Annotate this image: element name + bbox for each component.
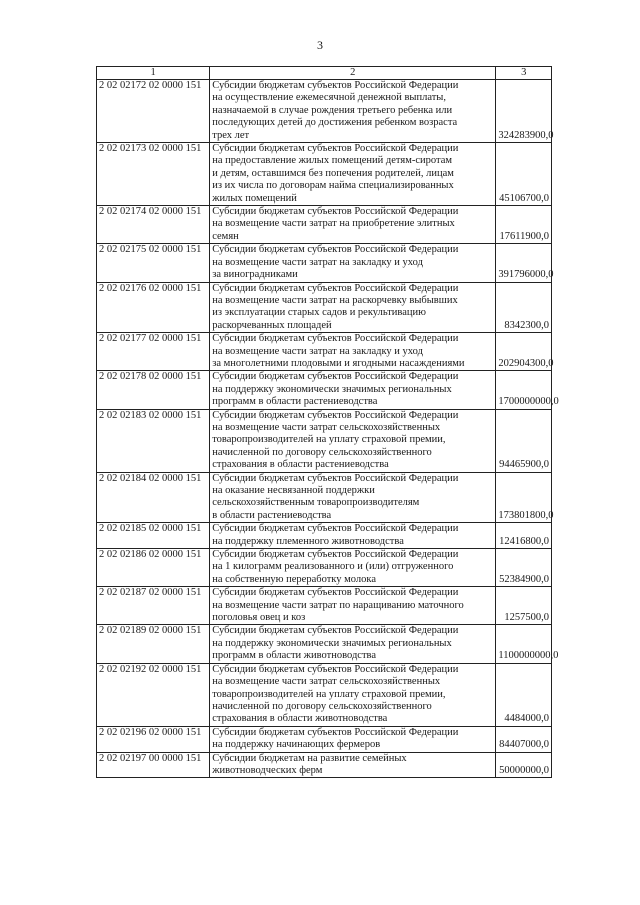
row-amount: 8342300,0 — [496, 282, 552, 333]
row-description-line: животноводческих ферм — [212, 764, 323, 776]
row-description-line: жилых помещений — [212, 192, 297, 204]
row-description — [210, 333, 496, 371]
row-description-line: товаропроизводителей на уплату страховой премии, — [212, 434, 446, 446]
row-description-line: в области растениеводства — [212, 509, 332, 521]
row-amount: 324283900,0 — [496, 80, 552, 143]
row-description-line: Субсидии бюджетам субъектов Российской Федерации — [212, 80, 459, 91]
row-code: 2 02 02187 02 0000 151 — [97, 587, 210, 625]
row-amount: 4484000,0 — [496, 663, 552, 726]
table-row — [97, 409, 552, 472]
row-description-line: Субсидии бюджетам субъектов Российской Федерации — [212, 587, 459, 599]
row-amount: 391796000,0 — [496, 244, 552, 282]
row-description — [210, 523, 496, 549]
row-description — [210, 752, 496, 778]
row-description-line: Субсидии бюджетам субъектов Российской Федерации — [212, 143, 459, 155]
row-description-line: Субсидии бюджетам субъектов Российской Федерации — [212, 206, 459, 218]
table-header-row — [97, 67, 552, 80]
row-description-line: на возмещение части затрат на закладку и уход — [212, 345, 423, 357]
row-description-line: Субсидии бюджетам субъектов Российской Федерации — [212, 523, 459, 535]
row-description-line: на возмещение части затрат по наращиванию маточного — [212, 599, 464, 611]
row-description-line: Субсидии бюджетам субъектов Российской Федерации — [212, 726, 459, 738]
row-amount: 50000000,0 — [496, 752, 552, 778]
row-description-line: трех лет — [212, 129, 250, 141]
row-description-line: на поддержку племенного животноводства — [212, 535, 404, 547]
row-description-line: поголовья овец и коз — [212, 612, 306, 624]
row-amount: 202904300,0 — [496, 333, 552, 371]
row-amount: 17611900,0 — [496, 206, 552, 244]
row-code: 2 02 02178 02 0000 151 — [97, 371, 210, 409]
row-description-line: страхования в области растениеводства — [212, 459, 389, 471]
row-description — [210, 472, 496, 523]
row-amount: 84407000,0 — [496, 726, 552, 752]
row-description-line: Субсидии бюджетам на развитие семейных — [212, 752, 407, 764]
row-description-line: на поддержку начинающих фермеров — [212, 739, 381, 751]
row-description-line: Субсидии бюджетам субъектов Российской Федерации — [212, 625, 459, 637]
row-description-line: назначаемой в случае рождения третьего ребенка или — [212, 104, 453, 116]
row-description-line: на возмещение части затрат сельскохозяйственных — [212, 421, 441, 433]
row-amount: 1257500,0 — [496, 587, 552, 625]
row-description-line: сельскохозяйственным товаропроизводителям — [212, 497, 420, 509]
row-amount: 1700000000,0 — [496, 371, 552, 409]
row-code: 2 02 02196 02 0000 151 — [97, 726, 210, 752]
row-code: 2 02 02192 02 0000 151 — [97, 663, 210, 726]
row-description-line: на возмещение части затрат сельскохозяйственных — [212, 676, 441, 688]
table-row — [97, 333, 552, 371]
row-description-line: программ в области животноводства — [212, 650, 377, 662]
row-description-line: Субсидии бюджетам субъектов Российской Федерации — [212, 409, 459, 421]
row-description — [210, 80, 496, 143]
table-row — [97, 244, 552, 282]
row-description — [210, 663, 496, 726]
row-code: 2 02 02186 02 0000 151 — [97, 549, 210, 587]
table-row — [97, 371, 552, 409]
row-description-line: на собственную переработку молока — [212, 573, 376, 585]
table-row — [97, 206, 552, 244]
table-row — [97, 752, 552, 778]
row-code: 2 02 02176 02 0000 151 — [97, 282, 210, 333]
row-code: 2 02 02172 02 0000 151 — [97, 80, 210, 143]
row-code: 2 02 02183 02 0000 151 — [97, 409, 210, 472]
row-description-line: Субсидии бюджетам субъектов Российской Федерации — [212, 333, 459, 345]
row-description-line: Субсидии бюджетам субъектов Российской Федерации — [212, 663, 459, 675]
revenue-table — [96, 66, 559, 778]
row-description-line: на поддержку экономически значимых региональных — [212, 383, 452, 395]
row-description-line: на возмещение части затрат на закладку и уход — [212, 256, 423, 268]
row-description-line: из эксплуатации старых садов и рекультивацию — [212, 307, 426, 319]
row-description-line: начисленной по договору сельскохозяйственного — [212, 700, 432, 712]
row-description — [210, 625, 496, 663]
row-description-line: Субсидии бюджетам субъектов Российской Федерации — [212, 244, 459, 256]
table-row — [97, 523, 552, 549]
row-description — [210, 726, 496, 752]
row-code: 2 02 02185 02 0000 151 — [97, 523, 210, 549]
table-row — [97, 625, 552, 663]
row-description-line: за многолетними плодовыми и ягодными насаждениями — [212, 357, 465, 369]
row-code: 2 02 02173 02 0000 151 — [97, 143, 210, 206]
row-amount: 173801800,0 — [496, 472, 552, 523]
row-description-line: за виноградниками — [212, 269, 298, 281]
row-description-line: на возмещение части затрат на раскорчевку выбывших — [212, 294, 458, 306]
row-description — [210, 549, 496, 587]
row-description-line: Субсидии бюджетам субъектов Российской Федерации — [212, 282, 459, 294]
row-description-line: раскорчеванных площадей — [212, 319, 332, 331]
table-row — [97, 143, 552, 206]
row-description — [210, 282, 496, 333]
row-amount: 1100000000,0 — [496, 625, 552, 663]
row-description — [210, 206, 496, 244]
row-amount: 45106700,0 — [496, 143, 552, 206]
page-number: 3 — [317, 38, 323, 52]
header-col-1: 1 — [97, 67, 210, 80]
row-description-line: начисленной по договору сельскохозяйственного — [212, 446, 432, 458]
row-description — [210, 244, 496, 282]
row-amount: 94465900,0 — [496, 409, 552, 472]
row-description-line: и детям, оставшимся без попечения родителей, лицам — [212, 167, 454, 179]
header-col-2: 2 — [210, 67, 496, 80]
row-description-line: на возмещение части затрат на приобретение элитных — [212, 218, 455, 230]
row-description-line: из их числа по договорам найма специализированных — [212, 180, 454, 192]
table-row — [97, 587, 552, 625]
row-amount: 52384900,0 — [496, 549, 552, 587]
row-code: 2 02 02197 00 0000 151 — [97, 752, 210, 778]
header-col-3: 3 — [496, 67, 552, 80]
row-description-line: товаропроизводителей на уплату страховой премии, — [212, 688, 446, 700]
row-description-line: на осуществление ежемесячной денежной выплаты, — [212, 92, 446, 104]
row-description-line: Субсидии бюджетам субъектов Российской Федерации — [212, 472, 459, 484]
row-code: 2 02 02189 02 0000 151 — [97, 625, 210, 663]
row-description — [210, 587, 496, 625]
table-row — [97, 282, 552, 333]
row-description-line: Субсидии бюджетам субъектов Российской Федерации — [212, 371, 459, 383]
table-body — [97, 67, 559, 778]
row-code: 2 02 02174 02 0000 151 — [97, 206, 210, 244]
row-description-line: страхования в области животноводства — [212, 713, 388, 725]
table-row — [97, 80, 552, 143]
row-description — [210, 409, 496, 472]
row-code: 2 02 02175 02 0000 151 — [97, 244, 210, 282]
row-description — [210, 143, 496, 206]
row-description-line: Субсидии бюджетам субъектов Российской Федерации — [212, 549, 459, 561]
row-code: 2 02 02177 02 0000 151 — [97, 333, 210, 371]
table-row — [97, 726, 552, 752]
row-description-line: семян — [212, 230, 239, 242]
row-description-line: последующих детей до достижения ребенком возраста — [212, 117, 458, 129]
table-row — [97, 472, 552, 523]
row-amount: 12416800,0 — [496, 523, 552, 549]
row-description-line: программ в области растениеводства — [212, 396, 378, 408]
row-description-line: на оказание несвязанной поддержки — [212, 485, 375, 496]
table-row — [97, 549, 552, 587]
table-row — [97, 663, 552, 726]
row-description-line: на предоставление жилых помещений детям-сиротам — [212, 155, 452, 167]
row-description-line: на поддержку экономически значимых региональных — [212, 637, 452, 649]
row-description — [210, 371, 496, 409]
row-description-line: на 1 килограмм реализованного и (или) отгруженного — [212, 561, 454, 573]
row-code: 2 02 02184 02 0000 151 — [97, 472, 210, 523]
